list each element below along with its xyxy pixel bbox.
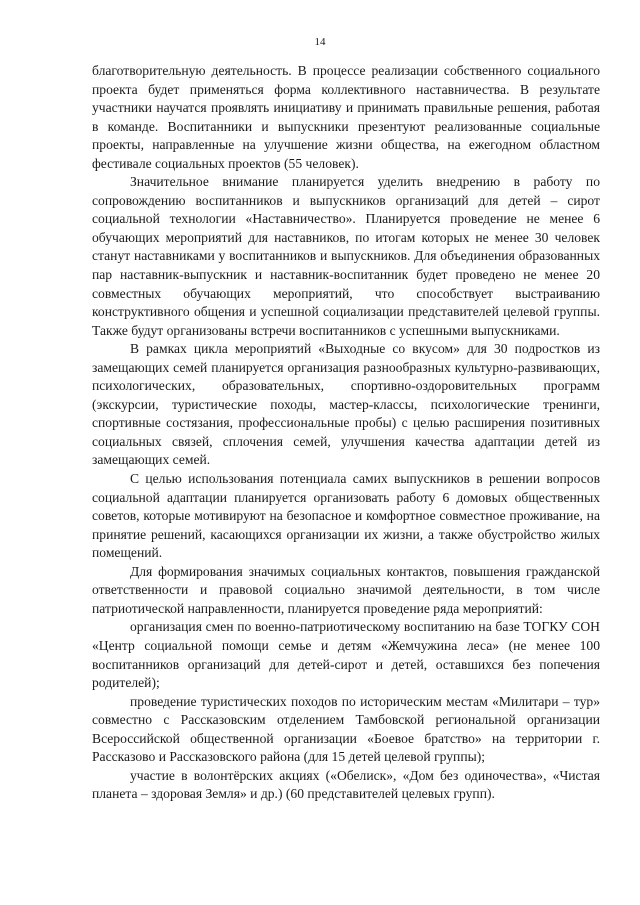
paragraph: проведение туристических походов по историческим местам «Милитари – тур» совместно с Рассказовским отделением Тамбовской региональной организации Всероссийской общественной организации «Боевое братство» на территории г. Рассказово и Рассказовского района (для 15 детей целевой группы);	[92, 693, 600, 765]
page-number: 14	[314, 36, 326, 48]
paragraph: Значительное внимание планируется уделить внедрению в работу по сопровождению воспитанников и выпускников организаций для детей – сирот социальной технологии «Наставничество». Планируется проведение не менее 6 обучающих мероприятий для наставников, по итогам которых не менее 30 человек станут наставниками у воспитанников и выпускников. Для объединения образованных пар наставник-выпускник и наставник-воспитанник будет проведено не менее 20 совместных обучающих мероприятий, что способствует выстраиванию конструктивного общения и успешной социализации представителей целевой группы. Также будут организованы встречи воспитанников с успешными выпускниками.	[92, 174, 600, 338]
paragraph: Для формирования значимых социальных контактов, повышения гражданской ответственности и правовой социально значимой деятельности, в том числе патриотической направленности, планируется проведение ряда мероприятий:	[92, 563, 600, 616]
paragraph: С целью использования потенциала самих выпускников в решении вопросов социальной адаптации планируется организовать работу 6 домовых общественных советов, которые мотивируют на безопасное и комфортное совместное проживание, на принятие решений, касающихся организации их жизни, а также обустройство жилых помещений.	[92, 471, 600, 561]
paragraph: В рамках цикла мероприятий «Выходные со вкусом» для 30 подростков из замещающих семей планируется организация разнообразных культурно-развивающих, психологических, образовательных, спортивно-оздоровительных программ (экскурсии, туристические походы, мастер-классы, психологические тренинги, спортивные состязания, профессиональные пробы) с целью расширения позитивных социальных связей, сплочения семей, улучшения качества адаптации детей из замещающих семей.	[92, 341, 600, 468]
document-body	[92, 62, 600, 804]
paragraph: благотворительную деятельность. В процессе реализации собственного социального проекта будет применяться форма коллективного наставничества. В результате участники научатся проявлять инициативу и принимать правильные решения, работая в команде. Воспитанники и выпускники презентуют реализованные социальные проекты, направленные на улучшение жизни общества, на ежегодном областном фестивале социальных проектов (55 человек).	[92, 63, 600, 171]
paragraph: организация смен по военно-патриотическому воспитанию на базе ТОГКУ СОН «Центр социальной помощи семье и детям «Жемчужина леса» (не менее 100 воспитанников организаций для детей-сирот и детей, оставшихся без попечения родителей);	[92, 619, 600, 691]
paragraph: участие в волонтёрских акциях («Обелиск», «Дом без одиночества», «Чистая планета – здоровая Земля» и др.) (60 представителей целевых групп).	[92, 767, 600, 802]
